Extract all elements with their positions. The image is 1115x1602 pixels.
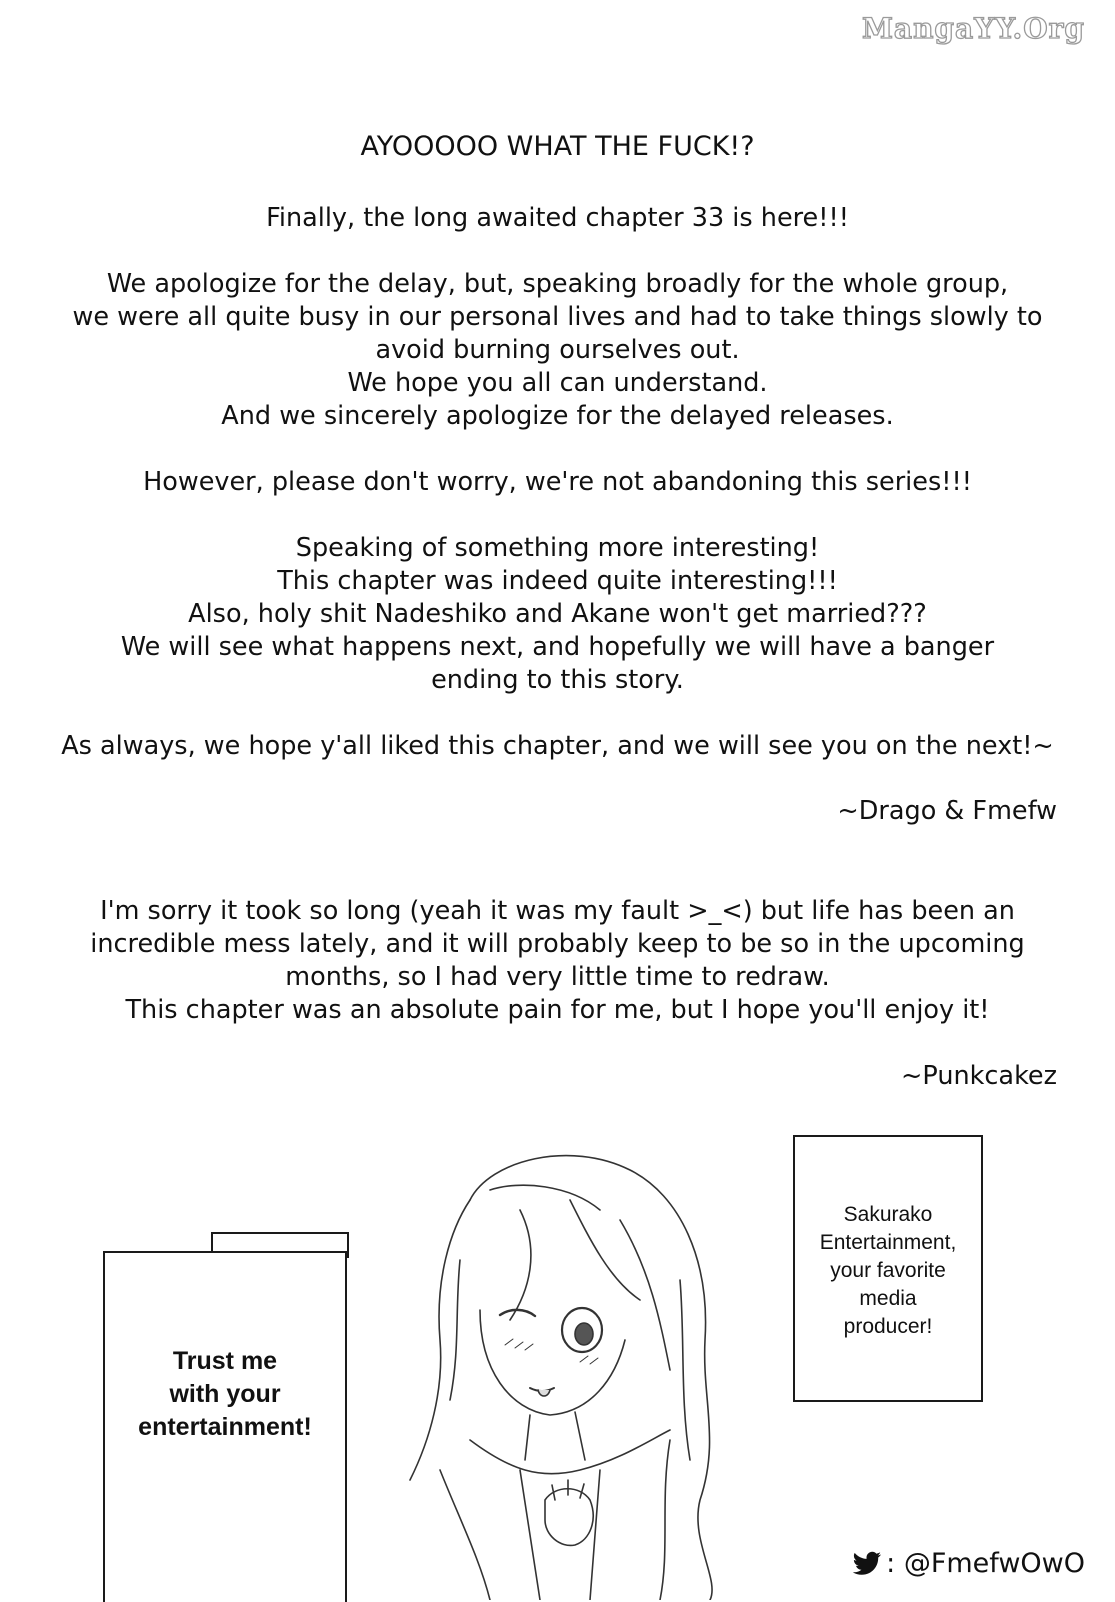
text-line: And we sincerely apologize for the delayed releases.	[221, 401, 894, 431]
text-line: producer!	[843, 1315, 933, 1338]
blush-lines	[505, 1339, 533, 1350]
text-line: Entertainment,	[819, 1231, 957, 1254]
text-line: Speaking of something more interesting!	[295, 533, 820, 563]
text-line: We apologize for the delay, but, speaking broadly for the whole group,	[106, 269, 1009, 299]
hair-strand	[680, 1280, 690, 1460]
hair-strand	[490, 1185, 600, 1210]
speech-bubble-left	[103, 1251, 347, 1602]
twitter-handle: : @FmefwOwO	[886, 1548, 1085, 1579]
face-outline	[480, 1310, 625, 1415]
hair-strand	[450, 1260, 460, 1400]
closed-eye	[500, 1310, 535, 1316]
speech-bubble-right	[793, 1135, 983, 1402]
text-line: This chapter was an absolute pain for me, but I hope you'll enjoy it!	[125, 995, 990, 1025]
text-line: Trust me	[172, 1347, 278, 1375]
pupil	[575, 1323, 593, 1345]
text-line: We will see what happens next, and hopefully we will have a banger	[120, 632, 995, 662]
text-line: your favorite	[830, 1259, 946, 1282]
text-line: I'm sorry it took so long (yeah it was my fault >_<) but life has been an	[100, 896, 1015, 926]
speech-bubble-text	[795, 1201, 981, 1341]
note1-paragraph-2	[40, 268, 1075, 433]
hand	[545, 1489, 593, 1546]
note1-paragraph-3	[40, 466, 1075, 499]
text-line: entertainment!	[138, 1413, 312, 1441]
text-line: Finally, the long awaited chapter 33 is here!!!	[266, 203, 849, 233]
text-line: media	[859, 1287, 917, 1310]
text-line: Also, holy shit Nadeshiko and Akane won't get married???	[188, 599, 927, 629]
jacket	[440, 1470, 490, 1600]
twitter-bird-icon	[852, 1551, 882, 1577]
social-credit	[852, 1548, 1085, 1579]
text-line: incredible mess lately, and it will probably keep to be so in the upcoming	[90, 929, 1025, 959]
text-line: months, so I had very little time to redraw.	[285, 962, 830, 992]
text-line: We hope you all can understand.	[347, 368, 768, 398]
character-illustration	[340, 1140, 790, 1600]
hair-outline	[470, 1156, 712, 1600]
hair-strand	[570, 1200, 640, 1300]
text-line: However, please don't worry, we're not abandoning this series!!!	[143, 467, 972, 497]
hair-strand	[510, 1210, 531, 1320]
speech-bubble-text	[105, 1345, 345, 1444]
collar	[470, 1430, 670, 1474]
text-line: Sakurako	[843, 1203, 933, 1226]
hair-outline	[410, 1200, 470, 1480]
site-watermark: MangaYY.Org	[861, 12, 1085, 45]
note1-signature: ~Drago & Fmefw	[837, 796, 1057, 826]
note2-paragraph	[40, 895, 1075, 1027]
note1-paragraph-4	[40, 532, 1075, 697]
text-line: ending to this story.	[431, 665, 684, 695]
hair-strand	[620, 1220, 670, 1370]
neck	[525, 1412, 585, 1460]
blush-lines	[580, 1356, 598, 1364]
note-heading: AYOOOOO WHAT THE FUCK!?	[360, 131, 755, 162]
text-line: we were all quite busy in our personal lives and had to take things slowly to	[72, 302, 1043, 332]
text-line: As always, we hope y'all liked this chapter, and we will see you on the next!~	[61, 731, 1054, 761]
text-line: with your	[169, 1380, 281, 1408]
jacket	[660, 1440, 670, 1600]
text-line: avoid burning ourselves out.	[375, 335, 740, 365]
note1-paragraph-1	[40, 202, 1075, 235]
text-line: This chapter was indeed quite interesting!!!	[277, 566, 838, 596]
note2-signature: ~Punkcakez	[901, 1061, 1057, 1091]
tongue	[538, 1390, 550, 1396]
note1-paragraph-5	[40, 730, 1075, 763]
